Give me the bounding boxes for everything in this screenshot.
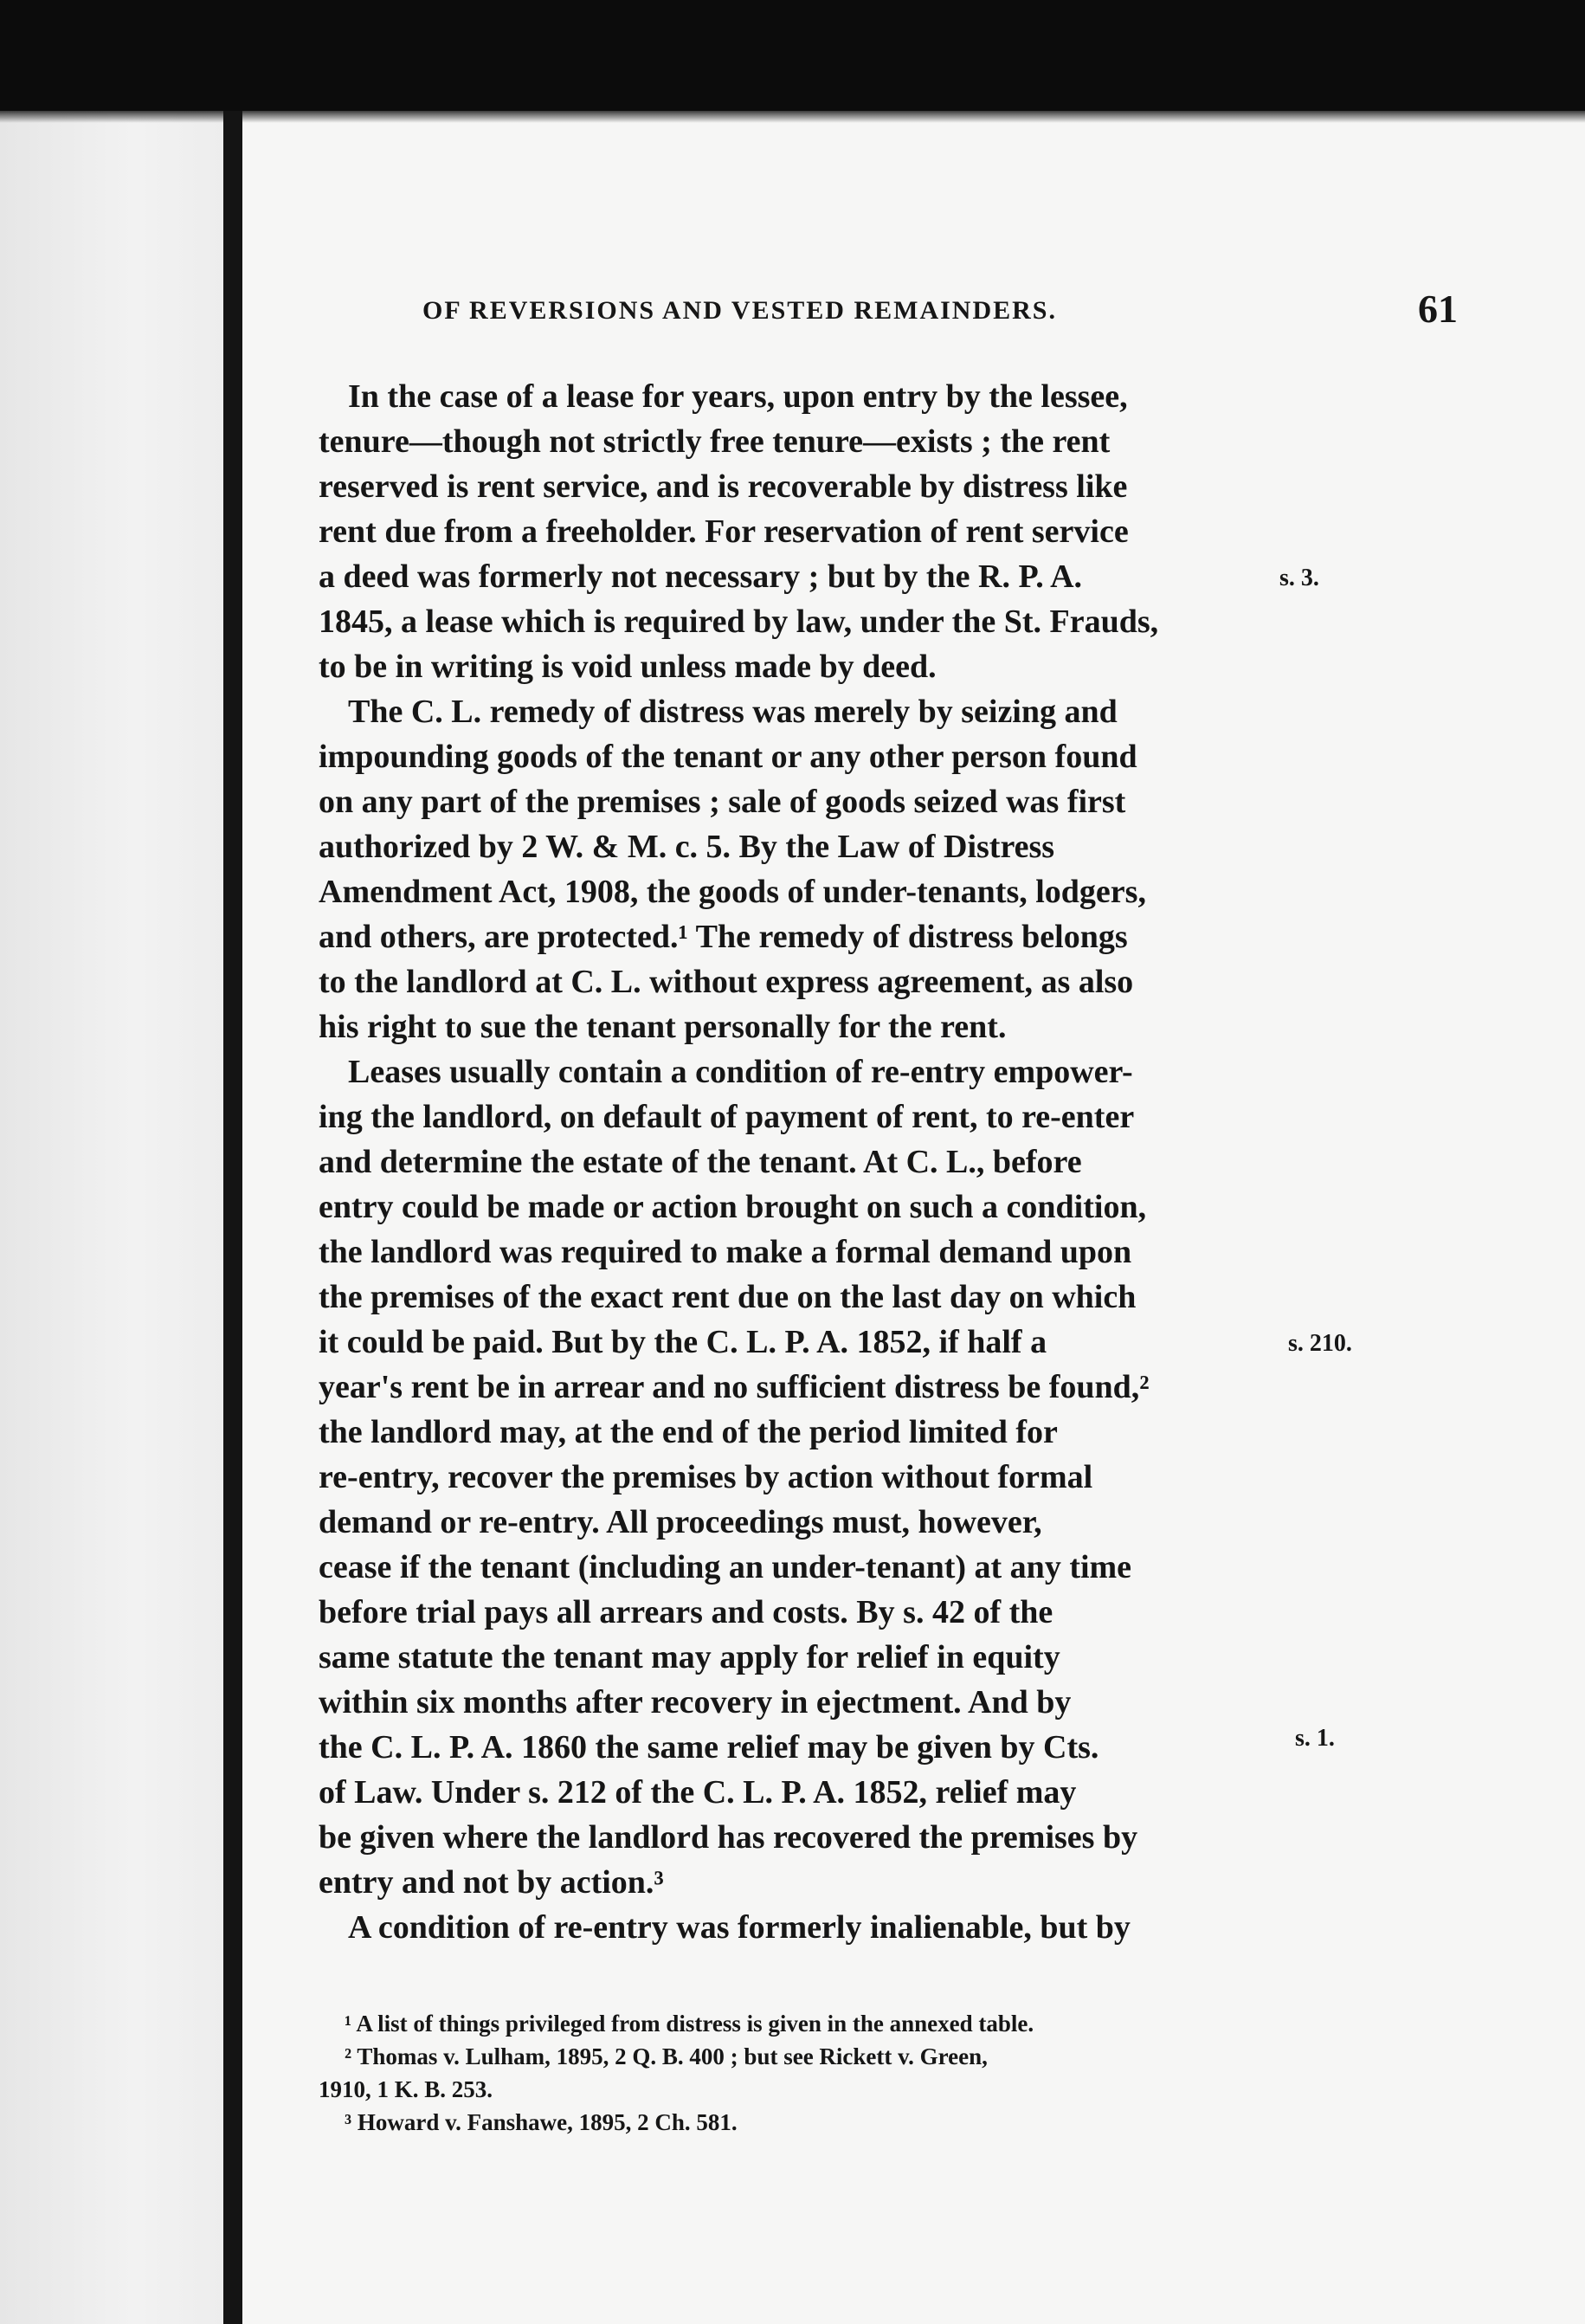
page-number: 61 (1418, 287, 1458, 331)
text-line: the premises of the exact rent due on the last day on which (319, 1279, 1137, 1315)
text-line: A condition of re-entry was formerly inalienable, but by (348, 1909, 1131, 1946)
text-line: his right to sue the tenant personally for the rent. (319, 1009, 1007, 1045)
margin-note: s. 3. (1279, 565, 1319, 591)
text-line: authorized by 2 W. & M. c. 5. By the Law of Distress (319, 829, 1055, 865)
text-line: and determine the estate of the tenant. At C. L., before (319, 1144, 1082, 1180)
text-line: Leases usually contain a condition of re-entry empower- (348, 1054, 1133, 1090)
gutter-shadow (0, 111, 223, 2324)
text-line: impounding goods of the tenant or any other person found (319, 739, 1137, 775)
text-line: same statute the tenant may apply for relief in equity (319, 1639, 1060, 1675)
text-line: ing the landlord, on default of payment of rent, to re-enter (319, 1099, 1135, 1135)
margin-note: s. 210. (1288, 1330, 1352, 1357)
text-line: tenure—though not strictly free tenure—exists ; the rent (319, 423, 1111, 460)
text-line: a deed was formerly not necessary ; but by the R. P. A. (319, 558, 1083, 595)
text-line: rent due from a freeholder. For reservation of rent service (319, 513, 1129, 550)
body-text (319, 374, 1262, 1950)
text-line: the C. L. P. A. 1860 the same relief may be given by Cts. (319, 1729, 1099, 1766)
text-line: Amendment Act, 1908, the goods of under-tenants, lodgers, (319, 874, 1146, 910)
text-line: entry could be made or action brought on such a condition, (319, 1189, 1147, 1225)
text-line: entry and not by action.³ (319, 1864, 664, 1901)
text-line: on any part of the premises ; sale of goods seized was first (319, 784, 1126, 820)
text-line: to be in writing is void unless made by deed. (319, 649, 937, 685)
text-line: to the landlord at C. L. without express agreement, as also (319, 964, 1134, 1000)
text-line: The C. L. remedy of distress was merely by seizing and (348, 694, 1118, 730)
book-spine-edge (223, 111, 242, 2324)
text-line: re-entry, recover the premises by action without formal (319, 1459, 1093, 1495)
text-line: before trial pays all arrears and costs. By s. 42 of the (319, 1594, 1053, 1630)
text-line: within six months after recovery in ejectment. And by (319, 1684, 1072, 1720)
footnote: ¹ A list of things privileged from distress is given in the annexed table. (345, 2011, 1034, 2037)
text-line: the landlord may, at the end of the period limited for (319, 1414, 1058, 1450)
footnote-continuation: 1910, 1 K. B. 253. (319, 2076, 493, 2102)
text-line: reserved is rent service, and is recoverable by distress like (319, 468, 1128, 505)
text-line: the landlord was required to make a formal demand upon (319, 1234, 1132, 1270)
text-line: demand or re-entry. All proceedings must, however, (319, 1504, 1042, 1540)
footnote: ³ Howard v. Fanshawe, 1895, 2 Ch. 581. (345, 2109, 738, 2135)
text-line: year's rent be in arrear and no sufficient distress be found,² (319, 1369, 1150, 1405)
footnotes (319, 2007, 1271, 2139)
text-line: it could be paid. But by the C. L. P. A. 1852, if half a (319, 1324, 1047, 1360)
text-line: be given where the landlord has recovered the premises by (319, 1819, 1138, 1856)
scan-top-border (0, 0, 1585, 111)
text-line: cease if the tenant (including an under-tenant) at any time (319, 1549, 1132, 1585)
margin-note: s. 1. (1295, 1725, 1335, 1752)
text-line: In the case of a lease for years, upon entry by the lessee, (348, 378, 1128, 415)
running-head: OF REVERSIONS AND VESTED REMAINDERS. (422, 296, 1057, 325)
footnote: ² Thomas v. Lulham, 1895, 2 Q. B. 400 ; but see Rickett v. Green, (345, 2043, 988, 2069)
text-line: 1845, a lease which is required by law, under the St. Frauds, (319, 604, 1159, 640)
text-line: of Law. Under s. 212 of the C. L. P. A. 1852, relief may (319, 1774, 1077, 1811)
text-line: and others, are protected.¹ The remedy of distress belongs (319, 919, 1128, 955)
